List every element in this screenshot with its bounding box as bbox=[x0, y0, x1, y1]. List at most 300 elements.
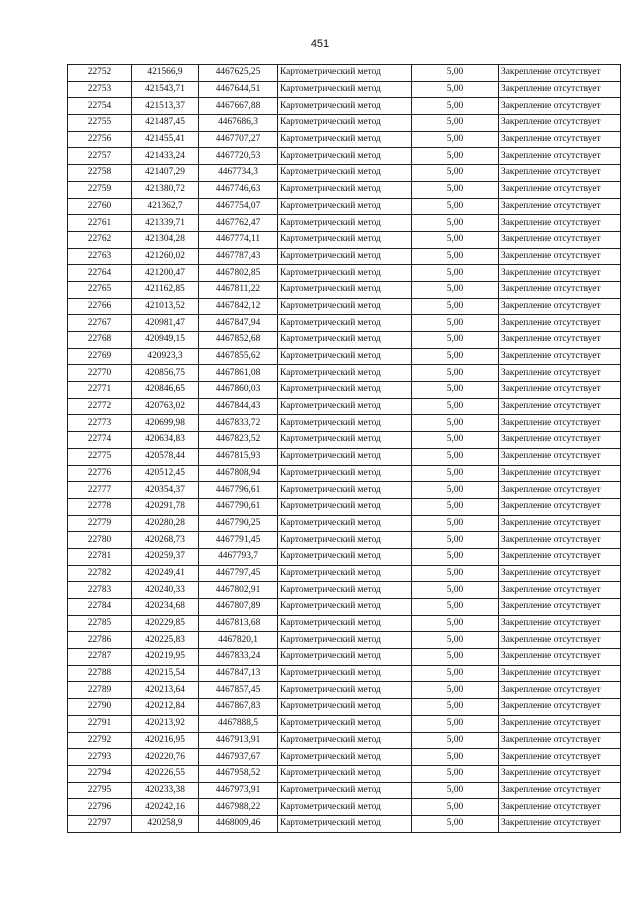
point-number-cell: 22764 bbox=[68, 265, 132, 282]
table-row bbox=[68, 98, 621, 115]
accuracy-cell: 5,00 bbox=[412, 265, 499, 282]
method-cell: Картометрический метод bbox=[278, 215, 412, 232]
x-coordinate-cell: 420856,75 bbox=[132, 365, 199, 382]
y-coordinate-cell: 4467746,63 bbox=[199, 181, 278, 198]
point-number-cell: 22786 bbox=[68, 632, 132, 649]
table-row bbox=[68, 815, 621, 832]
accuracy-cell: 5,00 bbox=[412, 548, 499, 565]
method-cell: Картометрический метод bbox=[278, 582, 412, 599]
accuracy-cell: 5,00 bbox=[412, 131, 499, 148]
table-row bbox=[68, 649, 621, 666]
fixation-cell: Закрепление отсутствует bbox=[499, 348, 621, 365]
point-number-cell: 22756 bbox=[68, 131, 132, 148]
method-cell: Картометрический метод bbox=[278, 515, 412, 532]
accuracy-cell: 5,00 bbox=[412, 665, 499, 682]
table-row bbox=[68, 181, 621, 198]
page-number: 451 bbox=[310, 38, 330, 50]
y-coordinate-cell: 4467973,91 bbox=[199, 782, 278, 799]
table-row bbox=[68, 682, 621, 699]
accuracy-cell: 5,00 bbox=[412, 298, 499, 315]
method-cell: Картометрический метод bbox=[278, 532, 412, 549]
table-row bbox=[68, 448, 621, 465]
table-row bbox=[68, 65, 621, 82]
point-number-cell: 22792 bbox=[68, 732, 132, 749]
point-number-cell: 22782 bbox=[68, 565, 132, 582]
y-coordinate-cell: 4467807,89 bbox=[199, 599, 278, 616]
x-coordinate-cell: 420268,73 bbox=[132, 532, 199, 549]
fixation-cell: Закрепление отсутствует bbox=[499, 365, 621, 382]
accuracy-cell: 5,00 bbox=[412, 482, 499, 499]
y-coordinate-cell: 4467787,43 bbox=[199, 248, 278, 265]
fixation-cell: Закрепление отсутствует bbox=[499, 565, 621, 582]
x-coordinate-cell: 421543,71 bbox=[132, 81, 199, 98]
x-coordinate-cell: 421487,45 bbox=[132, 115, 199, 132]
y-coordinate-cell: 4467937,67 bbox=[199, 749, 278, 766]
point-number-cell: 22768 bbox=[68, 332, 132, 349]
accuracy-cell: 5,00 bbox=[412, 281, 499, 298]
accuracy-cell: 5,00 bbox=[412, 465, 499, 482]
point-number-cell: 22775 bbox=[68, 448, 132, 465]
method-cell: Картометрический метод bbox=[278, 715, 412, 732]
method-cell: Картометрический метод bbox=[278, 482, 412, 499]
fixation-cell: Закрепление отсутствует bbox=[499, 115, 621, 132]
point-number-cell: 22788 bbox=[68, 665, 132, 682]
point-number-cell: 22787 bbox=[68, 649, 132, 666]
y-coordinate-cell: 4467888,5 bbox=[199, 715, 278, 732]
table-row bbox=[68, 148, 621, 165]
table-row bbox=[68, 498, 621, 515]
table-row bbox=[68, 248, 621, 265]
accuracy-cell: 5,00 bbox=[412, 615, 499, 632]
fixation-cell: Закрепление отсутствует bbox=[499, 515, 621, 532]
x-coordinate-cell: 420258,9 bbox=[132, 815, 199, 832]
point-number-cell: 22754 bbox=[68, 98, 132, 115]
fixation-cell: Закрепление отсутствует bbox=[499, 181, 621, 198]
accuracy-cell: 5,00 bbox=[412, 599, 499, 616]
x-coordinate-cell: 420219,95 bbox=[132, 649, 199, 666]
x-coordinate-cell: 420949,15 bbox=[132, 332, 199, 349]
fixation-cell: Закрепление отсутствует bbox=[499, 315, 621, 332]
x-coordinate-cell: 421162,85 bbox=[132, 281, 199, 298]
accuracy-cell: 5,00 bbox=[412, 649, 499, 666]
table-row bbox=[68, 699, 621, 716]
point-number-cell: 22790 bbox=[68, 699, 132, 716]
point-number-cell: 22781 bbox=[68, 548, 132, 565]
y-coordinate-cell: 4467625,25 bbox=[199, 65, 278, 82]
y-coordinate-cell: 4467852,68 bbox=[199, 332, 278, 349]
point-number-cell: 22783 bbox=[68, 582, 132, 599]
y-coordinate-cell: 4467855,62 bbox=[199, 348, 278, 365]
point-number-cell: 22772 bbox=[68, 398, 132, 415]
fixation-cell: Закрепление отсутствует bbox=[499, 165, 621, 182]
y-coordinate-cell: 4467790,25 bbox=[199, 515, 278, 532]
y-coordinate-cell: 4467774,11 bbox=[199, 231, 278, 248]
table-row bbox=[68, 81, 621, 98]
fixation-cell: Закрепление отсутствует bbox=[499, 615, 621, 632]
point-number-cell: 22755 bbox=[68, 115, 132, 132]
y-coordinate-cell: 4468009,46 bbox=[199, 815, 278, 832]
table-row bbox=[68, 465, 621, 482]
accuracy-cell: 5,00 bbox=[412, 448, 499, 465]
table-row bbox=[68, 231, 621, 248]
accuracy-cell: 5,00 bbox=[412, 215, 499, 232]
x-coordinate-cell: 420249,41 bbox=[132, 565, 199, 582]
point-number-cell: 22759 bbox=[68, 181, 132, 198]
fixation-cell: Закрепление отсутствует bbox=[499, 732, 621, 749]
x-coordinate-cell: 420212,84 bbox=[132, 699, 199, 716]
x-coordinate-cell: 420259,37 bbox=[132, 548, 199, 565]
y-coordinate-cell: 4467790,61 bbox=[199, 498, 278, 515]
fixation-cell: Закрепление отсутствует bbox=[499, 665, 621, 682]
y-coordinate-cell: 4467686,3 bbox=[199, 115, 278, 132]
point-number-cell: 22795 bbox=[68, 782, 132, 799]
accuracy-cell: 5,00 bbox=[412, 365, 499, 382]
table-row bbox=[68, 565, 621, 582]
accuracy-cell: 5,00 bbox=[412, 815, 499, 832]
accuracy-cell: 5,00 bbox=[412, 115, 499, 132]
method-cell: Картометрический метод bbox=[278, 432, 412, 449]
fixation-cell: Закрепление отсутствует bbox=[499, 131, 621, 148]
accuracy-cell: 5,00 bbox=[412, 398, 499, 415]
point-number-cell: 22773 bbox=[68, 415, 132, 432]
x-coordinate-cell: 421455,41 bbox=[132, 131, 199, 148]
y-coordinate-cell: 4467720,53 bbox=[199, 148, 278, 165]
table-row bbox=[68, 398, 621, 415]
y-coordinate-cell: 4467644,51 bbox=[199, 81, 278, 98]
x-coordinate-cell: 421200,47 bbox=[132, 265, 199, 282]
fixation-cell: Закрепление отсутствует bbox=[499, 682, 621, 699]
accuracy-cell: 5,00 bbox=[412, 98, 499, 115]
table-row bbox=[68, 198, 621, 215]
x-coordinate-cell: 421013,52 bbox=[132, 298, 199, 315]
y-coordinate-cell: 4467820,1 bbox=[199, 632, 278, 649]
table-row bbox=[68, 382, 621, 399]
method-cell: Картометрический метод bbox=[278, 115, 412, 132]
method-cell: Картометрический метод bbox=[278, 815, 412, 832]
method-cell: Картометрический метод bbox=[278, 248, 412, 265]
accuracy-cell: 5,00 bbox=[412, 432, 499, 449]
fixation-cell: Закрепление отсутствует bbox=[499, 298, 621, 315]
table-row bbox=[68, 765, 621, 782]
table-row bbox=[68, 165, 621, 182]
table-row bbox=[68, 665, 621, 682]
x-coordinate-cell: 420216,95 bbox=[132, 732, 199, 749]
point-number-cell: 22763 bbox=[68, 248, 132, 265]
method-cell: Картометрический метод bbox=[278, 315, 412, 332]
x-coordinate-cell: 420233,38 bbox=[132, 782, 199, 799]
x-coordinate-cell: 420354,37 bbox=[132, 482, 199, 499]
method-cell: Картометрический метод bbox=[278, 365, 412, 382]
table-row bbox=[68, 632, 621, 649]
x-coordinate-cell: 420213,92 bbox=[132, 715, 199, 732]
table-row bbox=[68, 515, 621, 532]
x-coordinate-cell: 421513,37 bbox=[132, 98, 199, 115]
y-coordinate-cell: 4467867,83 bbox=[199, 699, 278, 716]
point-number-cell: 22753 bbox=[68, 81, 132, 98]
y-coordinate-cell: 4467823,52 bbox=[199, 432, 278, 449]
y-coordinate-cell: 4467762,47 bbox=[199, 215, 278, 232]
point-number-cell: 22780 bbox=[68, 532, 132, 549]
method-cell: Картометрический метод bbox=[278, 398, 412, 415]
x-coordinate-cell: 421362,7 bbox=[132, 198, 199, 215]
y-coordinate-cell: 4467857,45 bbox=[199, 682, 278, 699]
x-coordinate-cell: 420242,16 bbox=[132, 799, 199, 816]
point-number-cell: 22774 bbox=[68, 432, 132, 449]
point-number-cell: 22797 bbox=[68, 815, 132, 832]
method-cell: Картометрический метод bbox=[278, 699, 412, 716]
method-cell: Картометрический метод bbox=[278, 632, 412, 649]
method-cell: Картометрический метод bbox=[278, 231, 412, 248]
fixation-cell: Закрепление отсутствует bbox=[499, 699, 621, 716]
fixation-cell: Закрепление отсутствует bbox=[499, 98, 621, 115]
method-cell: Картометрический метод bbox=[278, 148, 412, 165]
accuracy-cell: 5,00 bbox=[412, 332, 499, 349]
point-number-cell: 22766 bbox=[68, 298, 132, 315]
point-number-cell: 22793 bbox=[68, 749, 132, 766]
y-coordinate-cell: 4467833,72 bbox=[199, 415, 278, 432]
accuracy-cell: 5,00 bbox=[412, 515, 499, 532]
fixation-cell: Закрепление отсутствует bbox=[499, 649, 621, 666]
y-coordinate-cell: 4467860,03 bbox=[199, 382, 278, 399]
y-coordinate-cell: 4467808,94 bbox=[199, 465, 278, 482]
x-coordinate-cell: 421339,71 bbox=[132, 215, 199, 232]
fixation-cell: Закрепление отсутствует bbox=[499, 599, 621, 616]
point-number-cell: 22794 bbox=[68, 765, 132, 782]
fixation-cell: Закрепление отсутствует bbox=[499, 81, 621, 98]
point-number-cell: 22779 bbox=[68, 515, 132, 532]
table-row bbox=[68, 131, 621, 148]
fixation-cell: Закрепление отсутствует bbox=[499, 398, 621, 415]
table-row bbox=[68, 315, 621, 332]
method-cell: Картометрический метод bbox=[278, 81, 412, 98]
table-row bbox=[68, 732, 621, 749]
fixation-cell: Закрепление отсутствует bbox=[499, 415, 621, 432]
accuracy-cell: 5,00 bbox=[412, 765, 499, 782]
accuracy-cell: 5,00 bbox=[412, 565, 499, 582]
point-number-cell: 22752 bbox=[68, 65, 132, 82]
coordinates-table bbox=[67, 64, 621, 833]
table-row bbox=[68, 281, 621, 298]
method-cell: Картометрический метод bbox=[278, 498, 412, 515]
fixation-cell: Закрепление отсутствует bbox=[499, 782, 621, 799]
x-coordinate-cell: 420291,78 bbox=[132, 498, 199, 515]
x-coordinate-cell: 420981,47 bbox=[132, 315, 199, 332]
table-row bbox=[68, 782, 621, 799]
y-coordinate-cell: 4467988,22 bbox=[199, 799, 278, 816]
y-coordinate-cell: 4467842,12 bbox=[199, 298, 278, 315]
table-row bbox=[68, 532, 621, 549]
point-number-cell: 22757 bbox=[68, 148, 132, 165]
table-row bbox=[68, 215, 621, 232]
y-coordinate-cell: 4467797,45 bbox=[199, 565, 278, 582]
fixation-cell: Закрепление отсутствует bbox=[499, 432, 621, 449]
y-coordinate-cell: 4467796,61 bbox=[199, 482, 278, 499]
method-cell: Картометрический метод bbox=[278, 265, 412, 282]
accuracy-cell: 5,00 bbox=[412, 65, 499, 82]
y-coordinate-cell: 4467815,93 bbox=[199, 448, 278, 465]
accuracy-cell: 5,00 bbox=[412, 715, 499, 732]
fixation-cell: Закрепление отсутствует bbox=[499, 198, 621, 215]
accuracy-cell: 5,00 bbox=[412, 749, 499, 766]
accuracy-cell: 5,00 bbox=[412, 248, 499, 265]
y-coordinate-cell: 4467844,43 bbox=[199, 398, 278, 415]
x-coordinate-cell: 421407,29 bbox=[132, 165, 199, 182]
y-coordinate-cell: 4467913,91 bbox=[199, 732, 278, 749]
point-number-cell: 22785 bbox=[68, 615, 132, 632]
y-coordinate-cell: 4467667,88 bbox=[199, 98, 278, 115]
table-row bbox=[68, 415, 621, 432]
point-number-cell: 22771 bbox=[68, 382, 132, 399]
y-coordinate-cell: 4467791,45 bbox=[199, 532, 278, 549]
accuracy-cell: 5,00 bbox=[412, 532, 499, 549]
fixation-cell: Закрепление отсутствует bbox=[499, 265, 621, 282]
accuracy-cell: 5,00 bbox=[412, 682, 499, 699]
accuracy-cell: 5,00 bbox=[412, 732, 499, 749]
x-coordinate-cell: 420763,02 bbox=[132, 398, 199, 415]
table-row bbox=[68, 332, 621, 349]
fixation-cell: Закрепление отсутствует bbox=[499, 215, 621, 232]
fixation-cell: Закрепление отсутствует bbox=[499, 632, 621, 649]
accuracy-cell: 5,00 bbox=[412, 382, 499, 399]
point-number-cell: 22762 bbox=[68, 231, 132, 248]
x-coordinate-cell: 421260,02 bbox=[132, 248, 199, 265]
point-number-cell: 22761 bbox=[68, 215, 132, 232]
accuracy-cell: 5,00 bbox=[412, 198, 499, 215]
method-cell: Картометрический метод bbox=[278, 799, 412, 816]
x-coordinate-cell: 420220,76 bbox=[132, 749, 199, 766]
table-row bbox=[68, 615, 621, 632]
table-row bbox=[68, 582, 621, 599]
fixation-cell: Закрепление отсутствует bbox=[499, 498, 621, 515]
table-row bbox=[68, 799, 621, 816]
fixation-cell: Закрепление отсутствует bbox=[499, 548, 621, 565]
method-cell: Картометрический метод bbox=[278, 198, 412, 215]
method-cell: Картометрический метод bbox=[278, 181, 412, 198]
fixation-cell: Закрепление отсутствует bbox=[499, 482, 621, 499]
x-coordinate-cell: 420234,68 bbox=[132, 599, 199, 616]
method-cell: Картометрический метод bbox=[278, 665, 412, 682]
fixation-cell: Закрепление отсутствует bbox=[499, 448, 621, 465]
x-coordinate-cell: 420240,33 bbox=[132, 582, 199, 599]
method-cell: Картометрический метод bbox=[278, 165, 412, 182]
fixation-cell: Закрепление отсутствует bbox=[499, 799, 621, 816]
method-cell: Картометрический метод bbox=[278, 98, 412, 115]
fixation-cell: Закрепление отсутствует bbox=[499, 65, 621, 82]
fixation-cell: Закрепление отсутствует bbox=[499, 749, 621, 766]
method-cell: Картометрический метод bbox=[278, 548, 412, 565]
table-row bbox=[68, 365, 621, 382]
table-row bbox=[68, 115, 621, 132]
method-cell: Картометрический метод bbox=[278, 415, 412, 432]
accuracy-cell: 5,00 bbox=[412, 81, 499, 98]
point-number-cell: 22769 bbox=[68, 348, 132, 365]
fixation-cell: Закрепление отсутствует bbox=[499, 582, 621, 599]
x-coordinate-cell: 420699,98 bbox=[132, 415, 199, 432]
y-coordinate-cell: 4467833,24 bbox=[199, 649, 278, 666]
y-coordinate-cell: 4467793,7 bbox=[199, 548, 278, 565]
fixation-cell: Закрепление отсутствует bbox=[499, 148, 621, 165]
method-cell: Картометрический метод bbox=[278, 332, 412, 349]
point-number-cell: 22784 bbox=[68, 599, 132, 616]
x-coordinate-cell: 420634,83 bbox=[132, 432, 199, 449]
x-coordinate-cell: 420846,65 bbox=[132, 382, 199, 399]
fixation-cell: Закрепление отсутствует bbox=[499, 532, 621, 549]
fixation-cell: Закрепление отсутствует bbox=[499, 231, 621, 248]
accuracy-cell: 5,00 bbox=[412, 582, 499, 599]
fixation-cell: Закрепление отсутствует bbox=[499, 715, 621, 732]
x-coordinate-cell: 421433,24 bbox=[132, 148, 199, 165]
table-row bbox=[68, 548, 621, 565]
point-number-cell: 22765 bbox=[68, 281, 132, 298]
x-coordinate-cell: 421304,28 bbox=[132, 231, 199, 248]
method-cell: Картометрический метод bbox=[278, 131, 412, 148]
method-cell: Картометрический метод bbox=[278, 565, 412, 582]
point-number-cell: 22758 bbox=[68, 165, 132, 182]
method-cell: Картометрический метод bbox=[278, 782, 412, 799]
accuracy-cell: 5,00 bbox=[412, 181, 499, 198]
y-coordinate-cell: 4467802,91 bbox=[199, 582, 278, 599]
accuracy-cell: 5,00 bbox=[412, 415, 499, 432]
fixation-cell: Закрепление отсутствует bbox=[499, 465, 621, 482]
y-coordinate-cell: 4467847,13 bbox=[199, 665, 278, 682]
x-coordinate-cell: 420923,3 bbox=[132, 348, 199, 365]
x-coordinate-cell: 420213,64 bbox=[132, 682, 199, 699]
fixation-cell: Закрепление отсутствует bbox=[499, 382, 621, 399]
accuracy-cell: 5,00 bbox=[412, 165, 499, 182]
method-cell: Картометрический метод bbox=[278, 615, 412, 632]
coordinates-table-body bbox=[68, 65, 621, 833]
method-cell: Картометрический метод bbox=[278, 382, 412, 399]
method-cell: Картометрический метод bbox=[278, 65, 412, 82]
y-coordinate-cell: 4467802,85 bbox=[199, 265, 278, 282]
y-coordinate-cell: 4467707,27 bbox=[199, 131, 278, 148]
method-cell: Картометрический метод bbox=[278, 765, 412, 782]
x-coordinate-cell: 421380,72 bbox=[132, 181, 199, 198]
point-number-cell: 22778 bbox=[68, 498, 132, 515]
method-cell: Картометрический метод bbox=[278, 749, 412, 766]
x-coordinate-cell: 420226,55 bbox=[132, 765, 199, 782]
method-cell: Картометрический метод bbox=[278, 348, 412, 365]
accuracy-cell: 5,00 bbox=[412, 632, 499, 649]
fixation-cell: Закрепление отсутствует bbox=[499, 281, 621, 298]
x-coordinate-cell: 420225,83 bbox=[132, 632, 199, 649]
y-coordinate-cell: 4467811,22 bbox=[199, 281, 278, 298]
accuracy-cell: 5,00 bbox=[412, 799, 499, 816]
accuracy-cell: 5,00 bbox=[412, 498, 499, 515]
table-row bbox=[68, 749, 621, 766]
method-cell: Картометрический метод bbox=[278, 732, 412, 749]
point-number-cell: 22767 bbox=[68, 315, 132, 332]
x-coordinate-cell: 420578,44 bbox=[132, 448, 199, 465]
fixation-cell: Закрепление отсутствует bbox=[499, 815, 621, 832]
table-row bbox=[68, 715, 621, 732]
method-cell: Картометрический метод bbox=[278, 298, 412, 315]
table-row bbox=[68, 265, 621, 282]
x-coordinate-cell: 420512,45 bbox=[132, 465, 199, 482]
accuracy-cell: 5,00 bbox=[412, 315, 499, 332]
method-cell: Картометрический метод bbox=[278, 649, 412, 666]
y-coordinate-cell: 4467754,07 bbox=[199, 198, 278, 215]
method-cell: Картометрический метод bbox=[278, 281, 412, 298]
point-number-cell: 22770 bbox=[68, 365, 132, 382]
fixation-cell: Закрепление отсутствует bbox=[499, 248, 621, 265]
fixation-cell: Закрепление отсутствует bbox=[499, 332, 621, 349]
table-row bbox=[68, 298, 621, 315]
method-cell: Картометрический метод bbox=[278, 682, 412, 699]
method-cell: Картометрический метод bbox=[278, 599, 412, 616]
table-row bbox=[68, 599, 621, 616]
y-coordinate-cell: 4467861,08 bbox=[199, 365, 278, 382]
